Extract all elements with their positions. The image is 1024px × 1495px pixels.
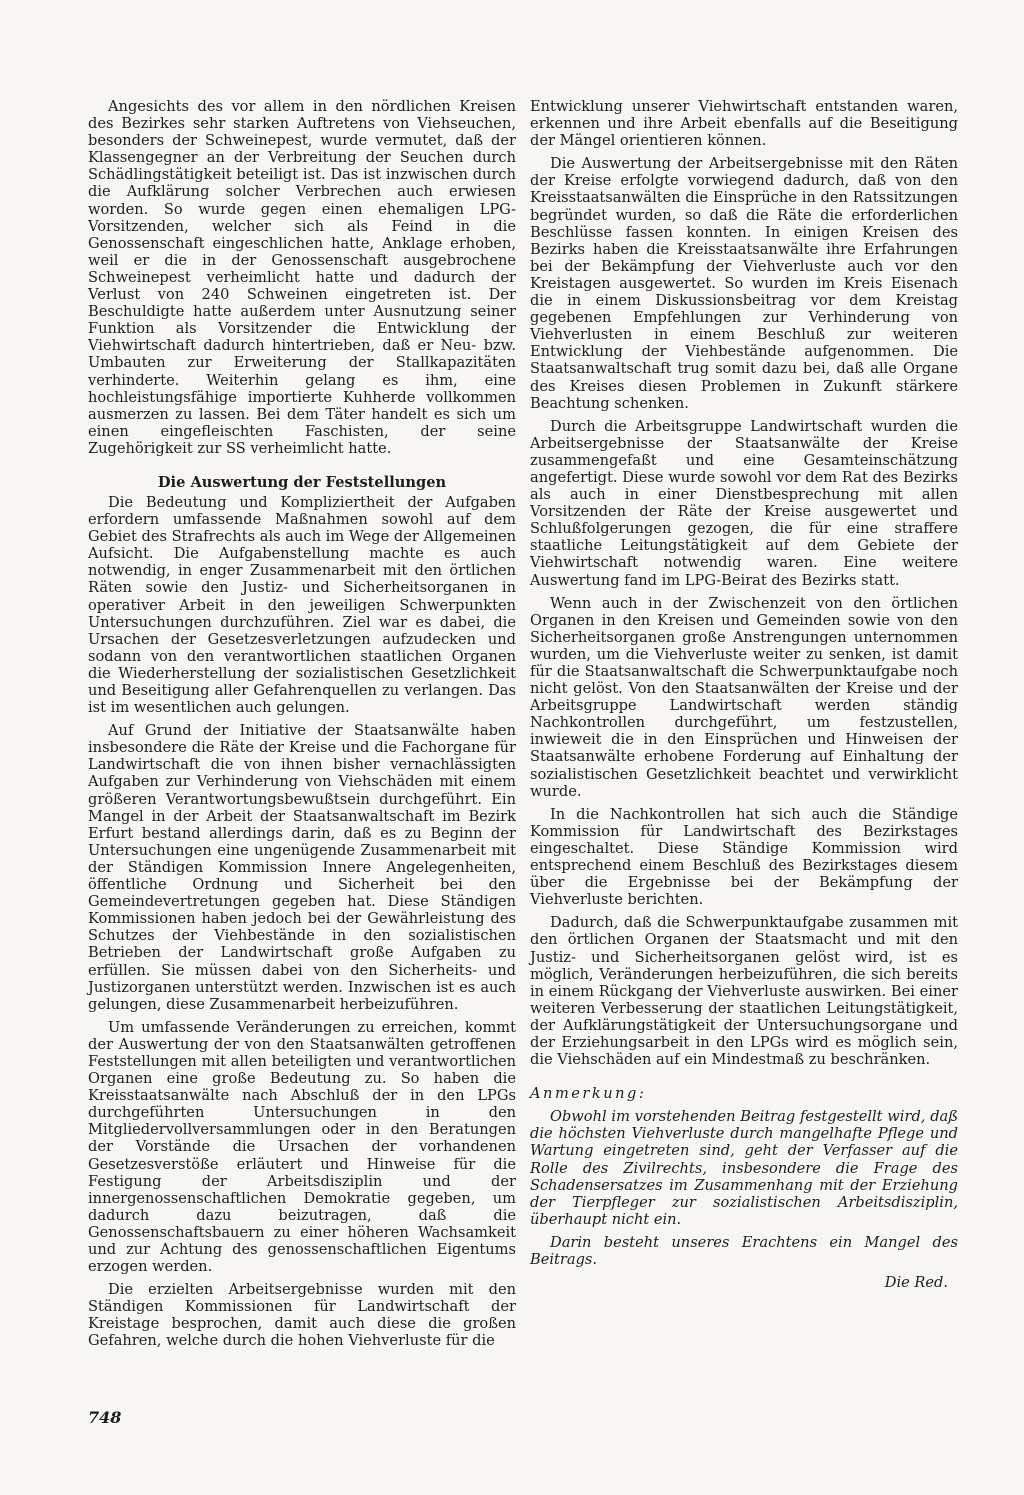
- paragraph: Wenn auch in der Zwischenzeit von den örtlichen Organen in den Kreisen und Gemeinden sowie von den Sicherheitsorganen große Anstrengungen unternommen wurden, um die Viehverluste weiter zu senken, ist damit für die Staatsanwaltschaft die Schwerpunktaufgabe noch nicht gelöst. Von den Staatsanwälten der Kreise und der Arbeitsgruppe Landwirtschaft werden ständig Nachkontrollen durchgeführt, um festzustellen, inwieweit die in den Einsprüchen und Hinweisen der Staatsanwälte erhobene Forderung auf Einhaltung der sozialistischen Gesetzlichkeit beachtet und verwirklicht wurde.: [530, 594, 958, 800]
- paragraph: Durch die Arbeitsgruppe Landwirtschaft wurden die Arbeitsergebnisse der Staatsanwälte der Kreise zusammengefaßt und eine Gesamteinschätzung angefertigt. Diese wurde sowohl vor dem Rat des Bezirks als auch in einer Dienstbesprechung mit allen Vorsitzenden der Räte der Kreise ausgewertet und Schlußfolgerungen gezogen, die für eine straffere staatliche Leitungstätigkeit auf dem Gebiete der Viehwirtschaft notwendig waren. Eine weitere Auswertung fand im LPG-Beirat des Bezirks statt.: [530, 417, 958, 589]
- paragraph: Die erzielten Arbeitsergebnisse wurden mit den Ständigen Kommissionen für Landwirtschaft der Kreistage besprochen, damit auch diese die großen Gefahren, welche durch die hohen Viehverluste für die: [88, 1281, 516, 1350]
- paragraph: Auf Grund der Initiative der Staatsanwälte haben insbesondere die Räte der Kreise und die Fachorgane für Landwirtschaft die von ihnen bisher vernachlässigten Aufgaben zur Verhinderung von Viehschäden mit einem größeren Verantwortungsbewußtsein durchgeführt. Ein Mangel in der Arbeit der Staatsanwaltschaft im Bezirk Erfurt bestand allerdings darin, daß es zu Beginn der Untersuchungen eine ungenügende Zusammenarbeit mit der Ständigen Kommission Innere Angelegenheiten, öffentliche Ordnung und Sicherheit bei den Gemeindevertretungen gegeben hat. Diese Ständigen Kommissionen haben jedoch bei der Gewährleistung des Schutzes der Viehbestände in den sozialistischen Betrieben der Landwirtschaft große Aufgaben zu erfüllen. Sie müssen dabei von den Sicherheits- und Justizorganen unterstützt werden. Inzwischen ist es auch gelungen, diese Zusammenarbeit herbeizuführen.: [88, 722, 516, 1013]
- paragraph: Angesichts des vor allem in den nördlichen Kreisen des Bezirkes sehr starken Auftretens von Viehseuchen, besonders der Schweinepest, wurde vermutet, daß der Klassengegner an der Verbreitung der Seuchen durch Schädlingstätigkeit beteiligt ist. Das ist inzwischen durch die Aufklärung solcher Verbrechen auch erwiesen worden. So wurde gegen einen ehemaligen LPG-Vorsitzenden, welcher sich als Feind in die Genossenschaft eingeschlichen hatte, Anklage erhoben, weil er die in der Genossenschaft ausgebrochene Schweinepest verheimlicht hatte und dadurch der Verlust von 240 Schweinen eingetreten ist. Der Beschuldigte hatte außerdem unter Ausnutzung seiner Funktion als Vorsitzender die Entwicklung der Viehwirtschaft dadurch hintertrieben, daß er Neu- bzw. Umbauten zur Erweiterung der Stallkapazitäten verhinderte. Weiterhin gelang es ihm, eine hochleistungsfähige importierte Kuhherde vollkommen ausmerzen zu lassen. Bei dem Täter handelt es sich um einen eingefleischten Faschisten, der seine Zugehörigkeit zur SS verheimlicht hatte.: [88, 98, 516, 457]
- page-number: 748: [88, 1408, 122, 1427]
- right-column: [530, 98, 958, 1297]
- note-paragraph: Obwohl im vorstehenden Beitrag festgestellt wird, daß die höchsten Viehverluste durch mangelhafte Pflege und Wartung eingetreten sind, geht der Verfasser auf die Rolle des Zivilrechts, insbesondere die Frage des Schadensersatzes im Zusammenhang mit der Erziehung der Tierpfleger zur sozialistischen Arbeitsdisziplin, überhaupt nicht ein.: [530, 1108, 958, 1228]
- paragraph: Dadurch, daß die Schwerpunktaufgabe zusammen mit den örtlichen Organen der Staatsmacht und mit den Justiz- und Sicherheitsorganen gelöst wird, ist es möglich, Veränderungen herbeizuführen, die sich bereits in einem Rückgang der Viehverluste auswirken. Bei einer weiteren Verbesserung der staatlichen Leitungstätigkeit, der Aufklärungstätigkeit der Untersuchungsorgane und der Erziehungsarbeit in den LPGs wird es möglich sein, die Viehschäden auf ein Mindestmaß zu beschränken.: [530, 914, 958, 1069]
- note-heading: Anmerkung:: [530, 1085, 647, 1103]
- paragraph: Um umfassende Veränderungen zu erreichen, kommt der Auswertung der von den Staatsanwälten getroffenen Feststellungen mit allen beteiligten und verantwortlichen Organen eine große Bedeutung zu. So haben die Kreisstaatsanwälte nach Abschluß der in den LPGs durchgeführten Untersuchungen in den Mitgliedervollversammlungen oder in den Beratungen der Vorstände die Ursachen der vorhandenen Gesetzesverstöße erläutert und Hinweise für die Festigung der Arbeitsdisziplin und der innergenossenschaftlichen Demokratie gegeben, um dadurch dazu beizutragen, daß die Genossenschaftsbauern zu einer höheren Wachsamkeit und zur Achtung des genossenschaftlichen Eigentums erzogen werden.: [88, 1018, 516, 1276]
- section-heading: Die Auswertung der Feststellungen: [157, 473, 447, 491]
- note-paragraph: Darin besteht unseres Erachtens ein Mangel des Beitrags.: [530, 1233, 958, 1268]
- paragraph: Die Bedeutung und Kompliziertheit der Aufgaben erfordern umfassende Maßnahmen sowohl auf dem Gebiet des Strafrechts als auch im Wege der Allgemeinen Aufsicht. Die Aufgabenstellung machte es auch notwendig, in enger Zusammenarbeit mit den örtlichen Räten sowie den Justiz- und Sicherheitsorganen in operativer Arbeit in den jeweiligen Schwerpunkten Untersuchungen durchzuführen. Ziel war es dabei, die Ursachen der Gesetzesverletzungen aufzudecken und sodann von den verantwortlichen staatlichen Organen die Wiederherstellung der sozialistischen Gesetzlichkeit und Beseitigung aller Gefahrenquellen zu verlangen. Das ist im wesentlichen auch gelungen.: [88, 493, 516, 717]
- left-column: [88, 98, 516, 1356]
- editor-signature: Die Red.: [884, 1274, 948, 1292]
- paragraph: Die Auswertung der Arbeitsergebnisse mit den Räten der Kreise erfolgte vorwiegend dadurch, daß von den Kreisstaatsanwälten die Einsprüche in den Ratssitzungen begründet wurden, so daß die Räte die erforderlichen Beschlüsse fassen konnten. In einigen Kreisen des Bezirks haben die Kreisstaatsanwälte ihre Erfahrungen bei der Bekämpfung der Viehverluste auch vor den Kreistagen ausgewertet. So wurden im Kreis Eisenach die in einem Diskussionsbeitrag vor dem Kreistag gegebenen Empfehlungen zur Verhinderung von Viehverlusten in einem Beschluß zur weiteren Entwicklung der Viehbestände aufgenommen. Die Staatsanwaltschaft trug somit dazu bei, daß alle Organe des Kreises diesen Problemen in Zukunft stärkere Beachtung schenken.: [530, 155, 958, 412]
- paragraph: Entwicklung unserer Viehwirtschaft entstanden waren, erkennen und ihre Arbeit ebenfalls auf die Beseitigung der Mängel orientieren können.: [530, 98, 958, 150]
- paragraph: In die Nachkontrollen hat sich auch die Ständige Kommission für Landwirtschaft des Bezirkstages eingeschaltet. Diese Ständige Kommission wird entsprechend einem Beschluß des Bezirkstages diesem über die Ergebnisse bei der Bekämpfung der Viehverluste berichten.: [530, 805, 958, 909]
